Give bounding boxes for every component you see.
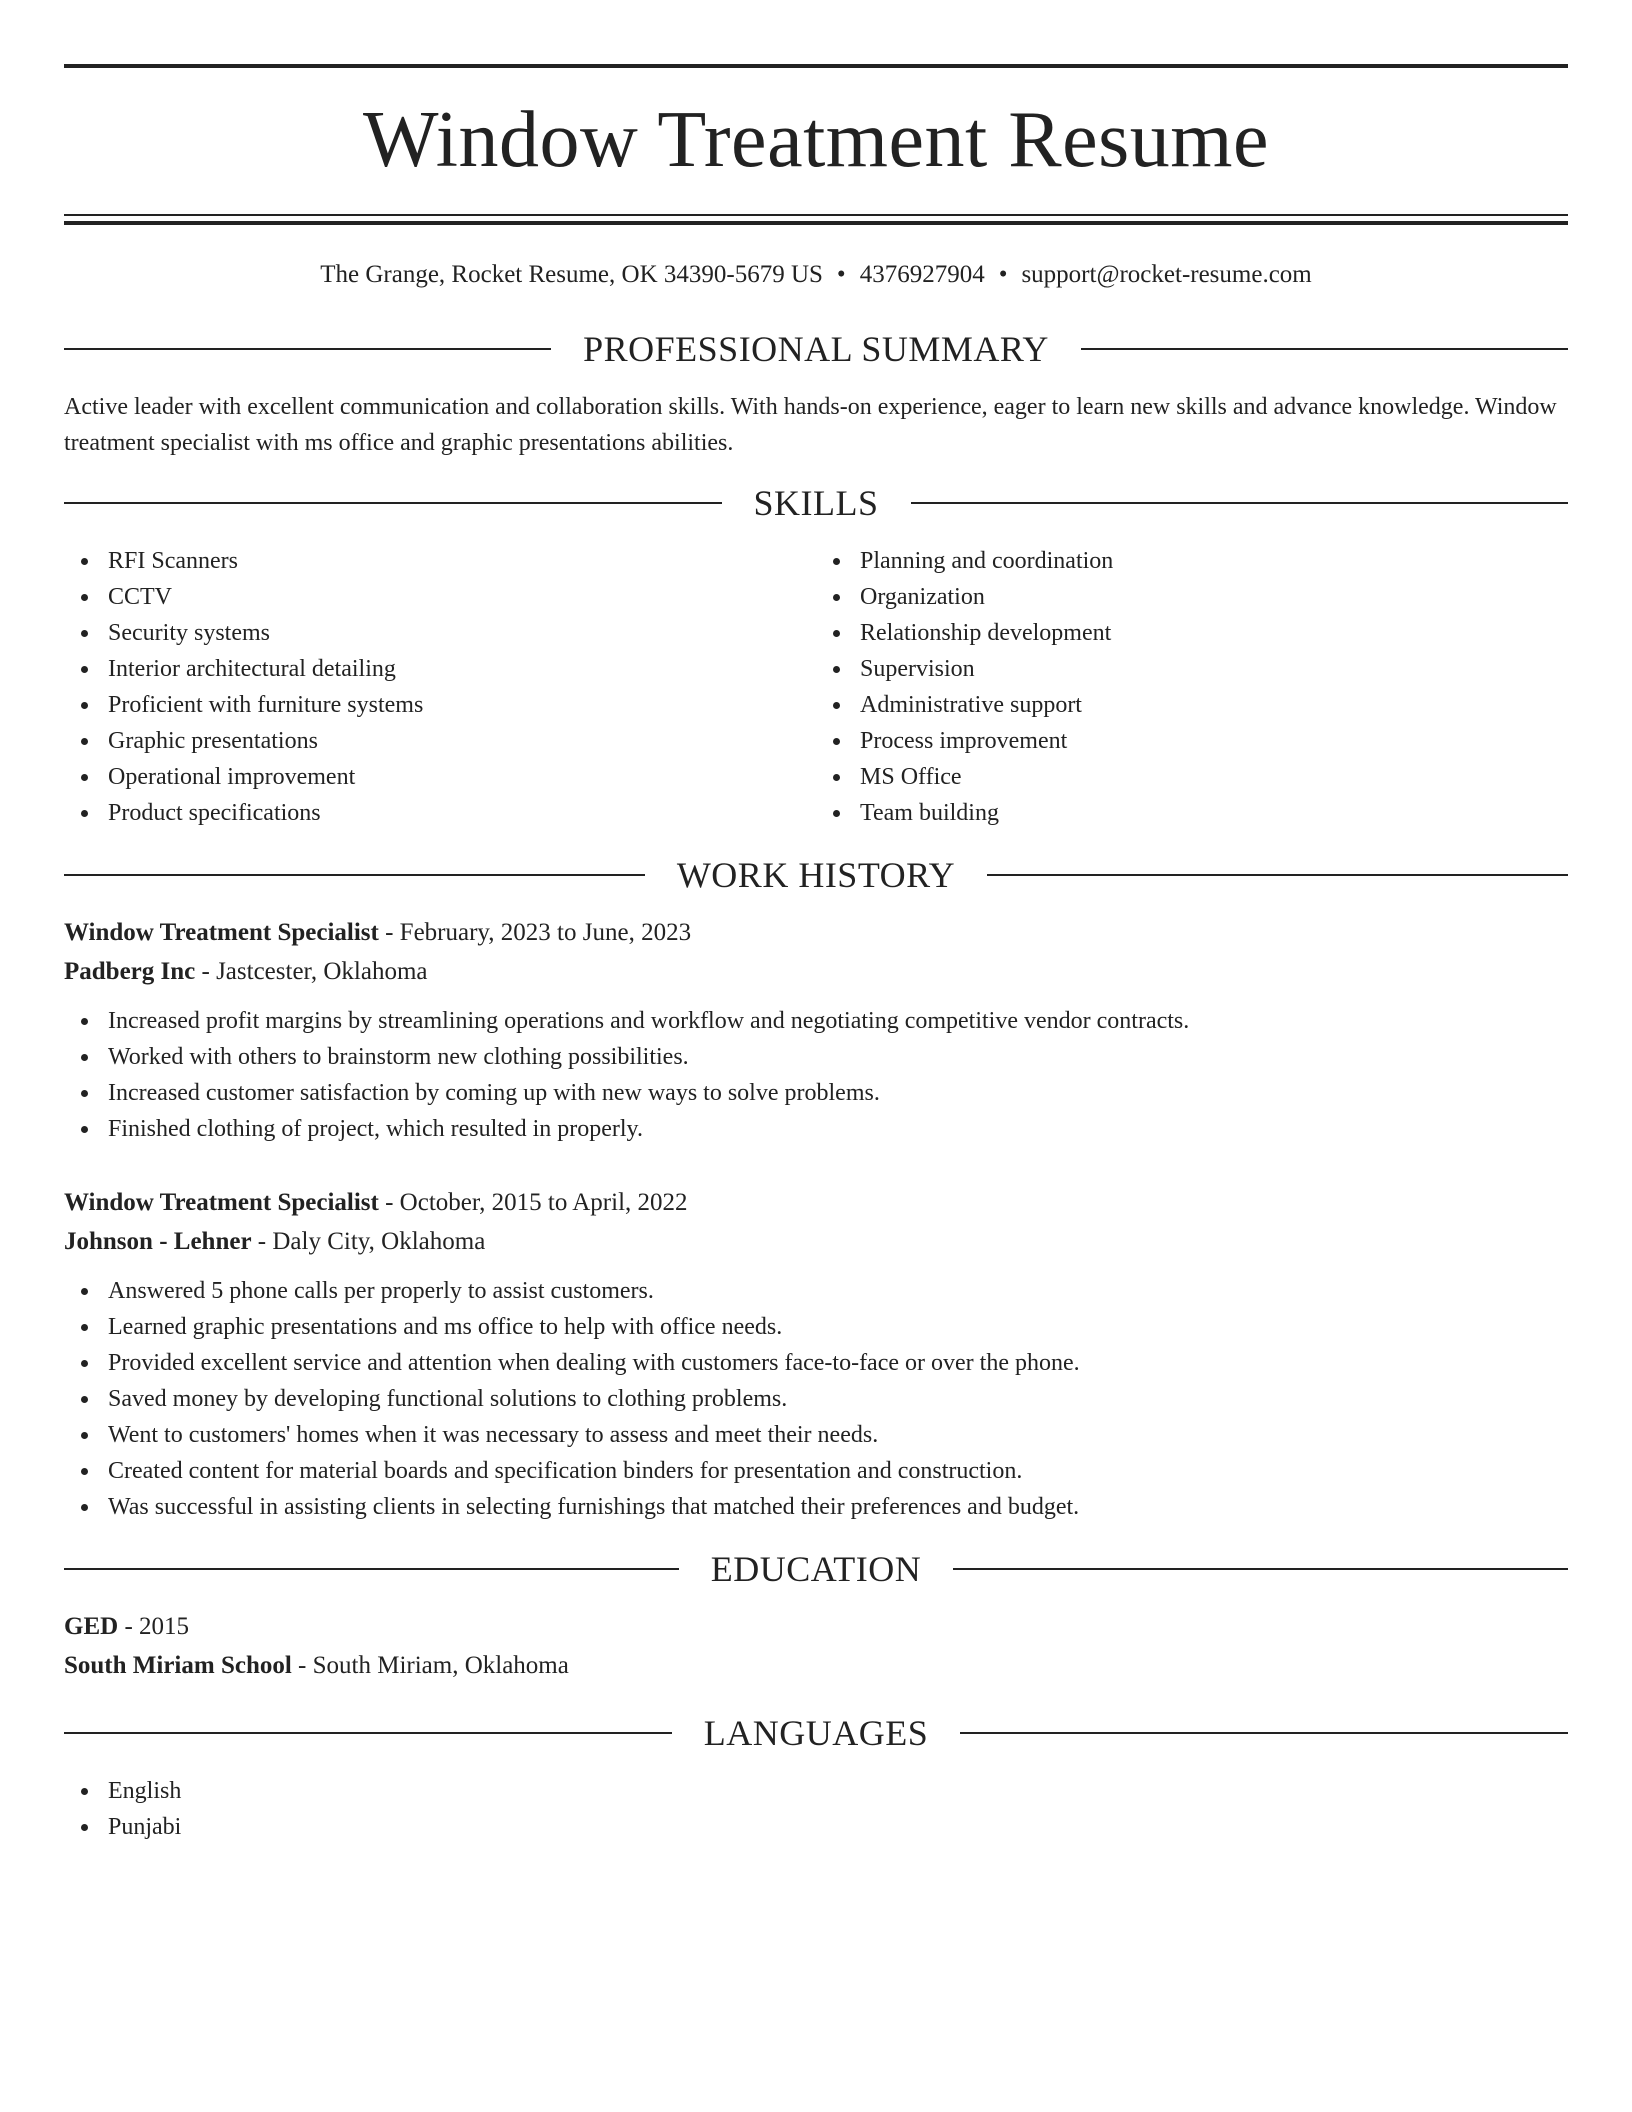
section-rule [64,1568,679,1570]
job-title-line [64,1183,1568,1222]
section-header-work [64,853,1568,897]
contact-line [64,259,1568,291]
section-header-education [64,1547,1568,1591]
skill-item: CCTV [64,579,816,615]
section-title-skills: SKILLS [753,483,879,523]
job-bullet: Learned graphic presentations and ms office to help with office needs. [64,1309,1568,1345]
job-bullet: Went to customers' homes when it was necessary to assess and meet their needs. [64,1417,1568,1453]
section-header-summary [64,327,1568,371]
job-bullet: Finished clothing of project, which resulted in properly. [64,1111,1568,1147]
skills-list-left [64,543,816,831]
skill-item: Graphic presentations [64,723,816,759]
education-location: - South Miriam, Oklahoma [291,1652,569,1679]
resume-page [64,64,1568,1845]
job-bullet: Worked with others to brainstorm new clothing possibilities. [64,1039,1568,1075]
section-rule [987,874,1568,876]
section-rule [953,1568,1568,1570]
job-bullet: Increased profit margins by streamlining operations and workflow and negotiating competitive vendor contracts. [64,1003,1568,1039]
summary-text: Active leader with excellent communication and collaboration skills. With hands-on experience, eager to learn new skills and advance knowledge. Window treatment specialist with ms office and graphic presentations abilities. [64,394,1557,456]
education-school: South Miriam School [64,1652,292,1679]
job-company-line [64,952,1568,991]
job-company-line [64,1222,1568,1261]
skill-item: Relationship development [816,615,1568,651]
top-rule [64,64,1568,68]
education-school-line [64,1646,1568,1685]
job-bullet: Answered 5 phone calls per properly to assist customers. [64,1273,1568,1309]
job-title: Window Treatment Specialist [64,919,379,946]
skill-item: Operational improvement [64,759,816,795]
skill-item: Organization [816,579,1568,615]
job-bullet: Increased customer satisfaction by coming up with new ways to solve problems. [64,1075,1568,1111]
skill-item: Team building [816,795,1568,831]
skill-item: RFI Scanners [64,543,816,579]
section-header-languages [64,1711,1568,1755]
section-title-work: WORK HISTORY [676,855,956,895]
education-entry [64,1607,1568,1685]
section-header-skills [64,481,1568,525]
job-bullets [64,1273,1568,1525]
job-bullet: Created content for material boards and specification binders for presentation and construction. [64,1453,1568,1489]
contact-phone: 4376927904 [859,261,985,288]
job-entry [64,913,1568,1147]
section-rule [64,1732,672,1734]
language-item: English [64,1773,1568,1809]
section-rule [64,502,722,504]
contact-address: The Grange, Rocket Resume, OK 34390-5679 US [320,261,823,288]
contact-separator: • [998,261,1008,288]
contact-email: support@rocket-resume.com [1021,261,1312,288]
job-dates: - October, 2015 to April, 2022 [378,1189,688,1216]
skill-item: Interior architectural detailing [64,651,816,687]
job-title: Window Treatment Specialist [64,1189,379,1216]
section-title-education: EDUCATION [710,1549,922,1589]
job-bullet: Was successful in assisting clients in selecting furnishings that matched their preferences and budget. [64,1489,1568,1525]
skill-item: Security systems [64,615,816,651]
job-bullet: Saved money by developing functional solutions to clothing problems. [64,1381,1568,1417]
section-rule [911,502,1569,504]
skills-list-right [816,543,1568,831]
section-rule [1081,348,1568,350]
section-rule [64,348,551,350]
job-title-line [64,913,1568,952]
job-company: Padberg Inc [64,958,196,985]
title-double-rule [64,214,1568,225]
skill-item: Planning and coordination [816,543,1568,579]
job-location: - Daly City, Oklahoma [251,1228,486,1255]
resume-title: Window Treatment Resume [363,96,1269,184]
skill-item: Administrative support [816,687,1568,723]
education-degree: GED [64,1613,119,1640]
skills-columns [64,543,1568,831]
job-location: - Jastcester, Oklahoma [195,958,428,985]
education-degree-line [64,1607,1568,1646]
job-dates: - February, 2023 to June, 2023 [378,919,692,946]
section-rule [960,1732,1568,1734]
language-item: Punjabi [64,1809,1568,1845]
skill-item: MS Office [816,759,1568,795]
education-year: - 2015 [118,1613,190,1640]
section-title-summary: PROFESSIONAL SUMMARY [583,329,1049,369]
skill-item: Supervision [816,651,1568,687]
languages-list [64,1773,1568,1845]
job-company: Johnson - Lehner [64,1228,252,1255]
skill-item: Proficient with furniture systems [64,687,816,723]
job-bullet: Provided excellent service and attention when dealing with customers face-to-face or over the phone. [64,1345,1568,1381]
skill-item: Product specifications [64,795,816,831]
skill-item: Process improvement [816,723,1568,759]
job-entry [64,1183,1568,1525]
section-rule [64,874,645,876]
section-title-languages: LANGUAGES [703,1713,929,1753]
contact-separator: • [836,261,846,288]
job-bullets [64,1003,1568,1147]
